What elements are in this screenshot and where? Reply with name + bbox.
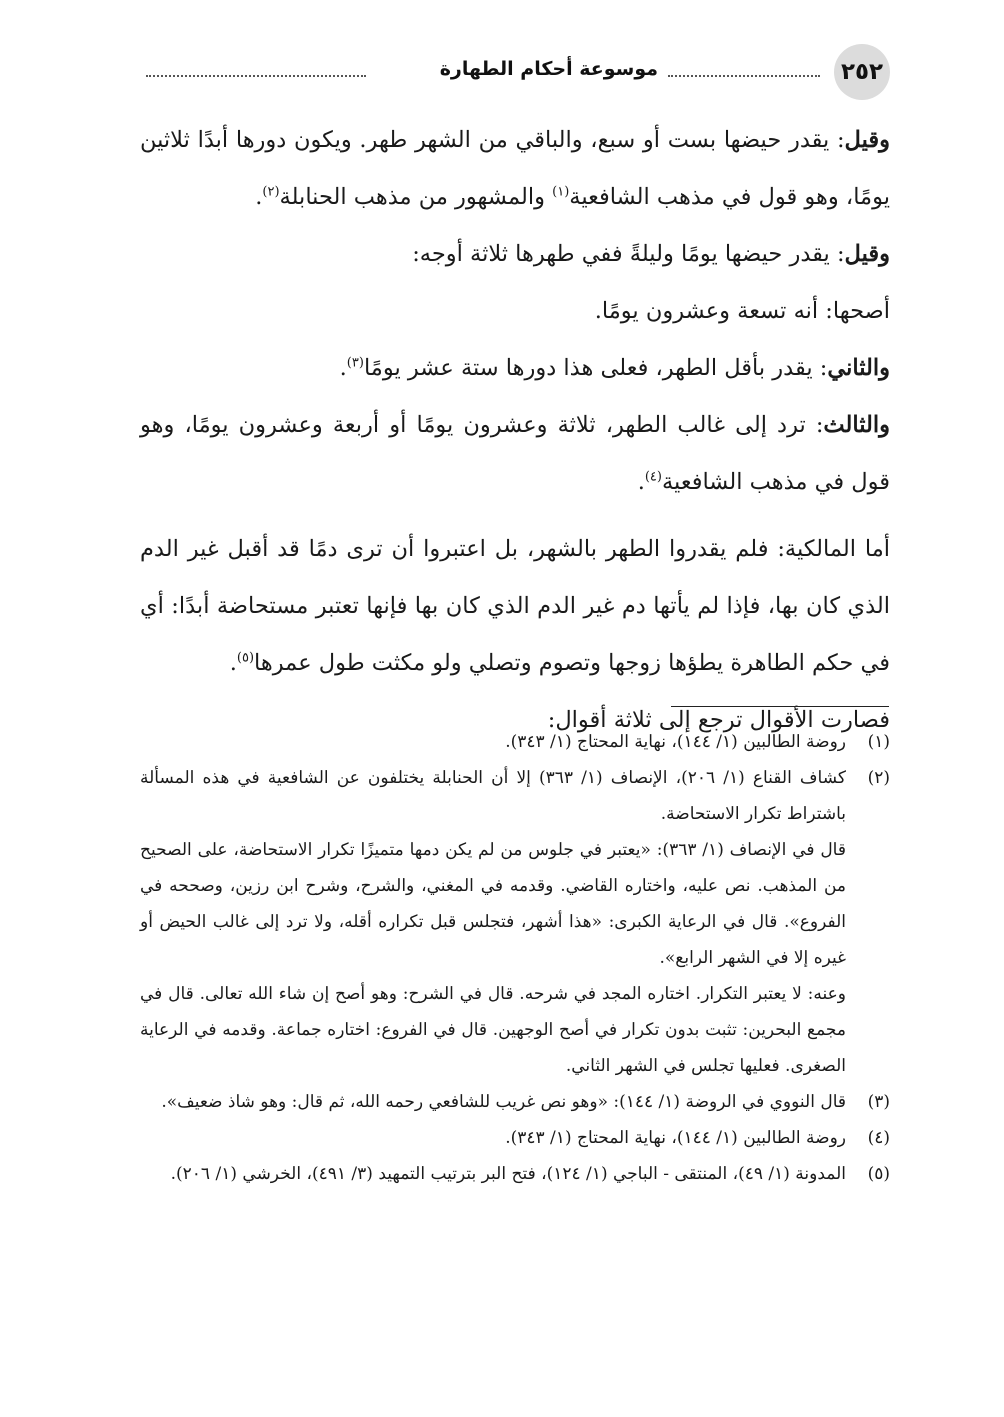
- footnote-3: (٣) قال النووي في الروضة (١/ ١٤٤): «وهو نص غريب للشافعي رحمه الله، ثم قال: وهو شاذ ضعيف».: [140, 1084, 890, 1120]
- page-header: [140, 44, 890, 100]
- paragraph-5: والثالث: ترد إلى غالب الطهر، ثلاثة وعشرون يومًا أو أربعة وعشرون يومًا، وهو قول في مذهب الشافعية$^{(٤)}$.: [140, 412, 890, 495]
- footnote-separator: [671, 706, 889, 707]
- footnote-5: (٥) المدونة (١/ ٤٩)، المنتقى - الباجي (١/ ١٢٤)، فتح البر بترتيب التمهيد (٣/ ٤٩١)، الخرشي (١/ ٢٠٦).: [140, 1156, 890, 1192]
- header-dotted-line-left: [146, 75, 366, 77]
- paragraph-6: أما المالكية: فلم يقدروا الطهر بالشهر، بل اعتبروا أن ترى دمًا قد أقبل غير الدم الذي كان بها، فإذا لم يأتها دم غير الدم الذي كان بها فإنها تعتبر مستحاضة أبدًا: أي في حكم الطاهرة يطؤها زوجها وتصوم وتصلي ولو مكثت طول عمرها$^{(٥)}$.: [140, 536, 891, 676]
- footnote-number: (٢): [867, 768, 890, 788]
- footnote-number: (٥): [867, 1164, 890, 1184]
- main-text: [140, 112, 890, 749]
- header-dotted-line-right: [668, 75, 820, 77]
- paragraph-7: فصارت الأقوال ترجع إلى ثلاثة أقوال:: [547, 707, 890, 733]
- footnote-ref-1: (١): [552, 184, 570, 200]
- paragraph-2: وقيل: يقدر حيضها يومًا وليلةً ففي طهرها ثلاثة أوجه:: [412, 241, 890, 267]
- footnote-ref-5: (٥): [236, 650, 255, 666]
- footnote-ref-4: (٤): [644, 469, 662, 485]
- footnote-1: (١) روضة الطالبين (١/ ١٤٤)، نهاية المحتاج (١/ ٣٤٣).: [140, 724, 890, 760]
- lead-word: وقيل: [844, 241, 890, 267]
- footnote-ref-3: (٣): [346, 355, 364, 371]
- footnote-4: (٤) روضة الطالبين (١/ ١٤٤)، نهاية المحتاج (١/ ٣٤٣).: [140, 1120, 890, 1156]
- footnotes: [140, 724, 890, 1192]
- footnote-number: (٣): [867, 1092, 890, 1112]
- paragraph-1: وقيل: يقدر حيضها بست أو سبع، والباقي من الشهر طهر. ويكون دورها أبدًا ثلاثين يومًا، وهو قول في مذهب الشافعية$^{(١)}$ والمشهور من مذهب الحنابلة$^{(٢)}$.: [140, 127, 890, 210]
- paragraph-4: والثاني: يقدر بأقل الطهر، فعلى هذا دورها ستة عشر يومًا$^{(٣)}$.: [339, 355, 890, 381]
- footnote-number: (١): [867, 732, 890, 752]
- paragraph-3: أصحها: أنه تسعة وعشرون يومًا.: [594, 298, 890, 324]
- lead-word: وقيل: [844, 127, 890, 153]
- page-number: ٢٥٢: [834, 44, 890, 100]
- lead-word: والثالث: [823, 412, 890, 438]
- footnote-ref-2: (٢): [262, 184, 280, 200]
- footnote-number: (٤): [867, 1128, 890, 1148]
- footnote-2: (٢) كشاف القناع (١/ ٢٠٦)، الإنصاف (١/ ٣٦٣) إلا أن الحنابلة يختلفون عن الشافعية في هذه المسألة باشتراط تكرار الاستحاضة. قال في الإنصاف (١/ ٣٦٣): «يعتبر في جلوس من لم يكن دمها متميزًا تكرار الاستحاضة، على الصحيح من المذهب. نص عليه، واختاره القاضي. وقدمه في المغني، والشرح، وشرح ابن رزين، وصححه في الفروع». قال في الرعاية الكبرى: «هذا أشهر، فتجلس قبل تكراره أقله، ولا ترد إلى غالب الحيض أو غيره إلا في الشهر الرابع». وعنه: لا يعتبر التكرار. اختاره المجد في شرحه. قال في الشرح: وهو أصح إن شاء الله تعالى. قال في مجمع البحرين: تثبت بدون تكرار في أصح الوجهين. قال في الفروع: اختاره جماعة. وقدمه في الرعاية الصغرى. فعليها تجلس في الشهر الثاني.: [140, 760, 890, 1084]
- running-title: موسوعة أحكام الطهارة: [439, 58, 658, 80]
- lead-word: والثاني: [827, 355, 890, 381]
